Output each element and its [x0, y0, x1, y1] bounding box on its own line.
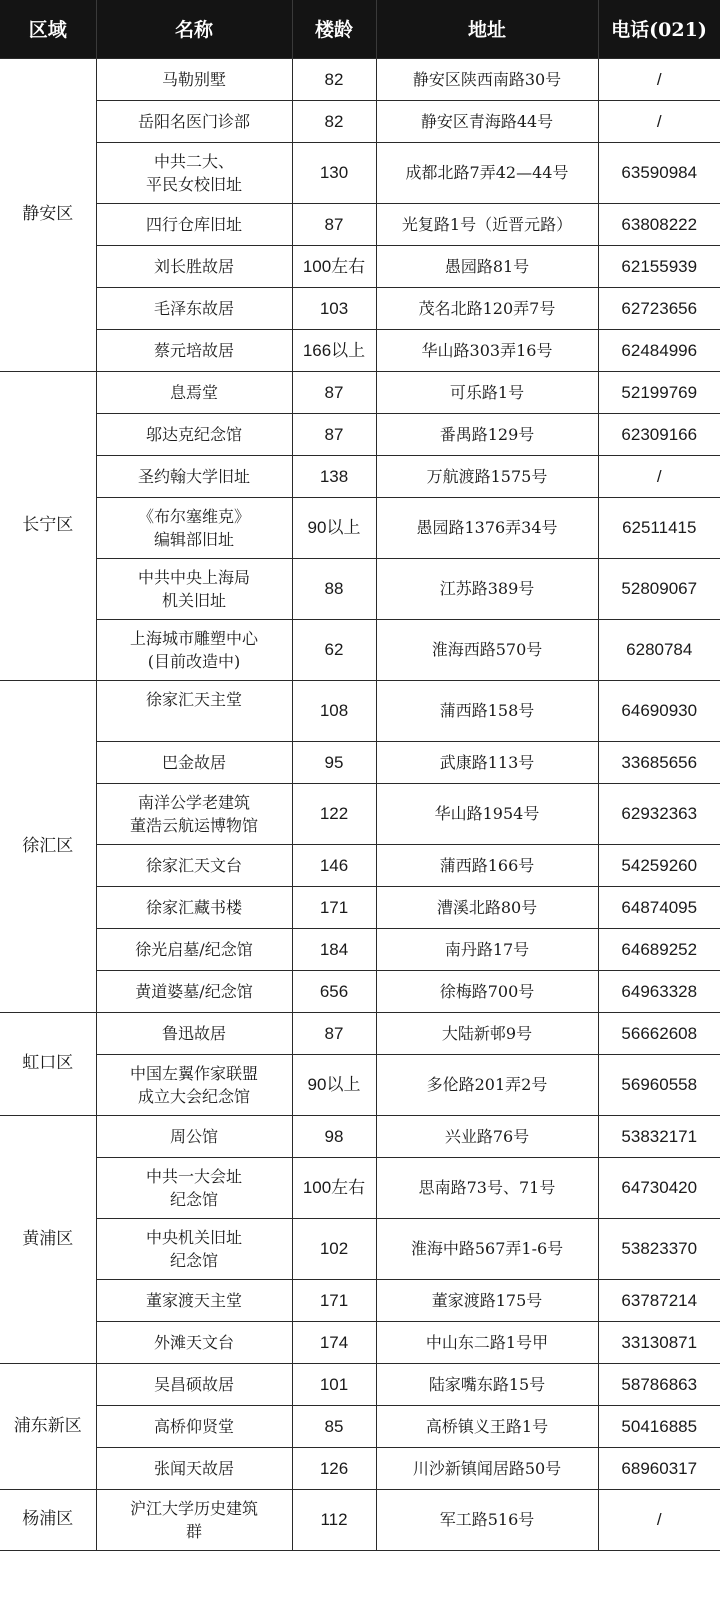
- table-row: [0, 455, 720, 497]
- phone-cell: /: [598, 1489, 720, 1550]
- address-cell: 万航渡路1575号: [376, 455, 598, 497]
- district-cell: 长宁区: [0, 371, 96, 680]
- phone-cell: /: [598, 100, 720, 142]
- building-age-cell: 166以上: [292, 329, 376, 371]
- site-name-cell: [96, 58, 292, 100]
- table-row: [0, 558, 720, 619]
- site-name-line: 邬达克纪念馆: [145, 424, 242, 444]
- building-age-cell: 112: [292, 1489, 376, 1550]
- table-row: [0, 1054, 720, 1115]
- address-cell: 武康路113号: [376, 741, 598, 783]
- phone-cell: 50416885: [598, 1405, 720, 1447]
- header-name: 名称: [96, 0, 292, 58]
- table-row: [0, 1115, 720, 1157]
- phone-cell: 52809067: [598, 558, 720, 619]
- address-cell: 淮海中路567弄1-6号: [376, 1218, 598, 1279]
- building-age-cell: 184: [292, 928, 376, 970]
- building-age-cell: 102: [292, 1218, 376, 1279]
- building-age-cell: 87: [292, 1012, 376, 1054]
- address-cell: 光复路1号（近晋元路）: [376, 203, 598, 245]
- building-age-cell: 656: [292, 970, 376, 1012]
- phone-cell: 58786863: [598, 1363, 720, 1405]
- table-row: [0, 844, 720, 886]
- address-cell: 兴业路76号: [376, 1115, 598, 1157]
- site-name-line: [101, 711, 288, 734]
- site-name-line: 圣约翰大学旧址: [137, 466, 250, 486]
- address-cell: 茂名北路120弄7号: [376, 287, 598, 329]
- building-age-cell: 100左右: [292, 245, 376, 287]
- building-age-cell: 146: [292, 844, 376, 886]
- site-name-line: 四行仓库旧址: [145, 214, 242, 234]
- building-age-cell: 87: [292, 371, 376, 413]
- building-age-cell: 82: [292, 100, 376, 142]
- table-row: [0, 619, 720, 680]
- site-name-cell: [96, 1054, 292, 1115]
- site-name-line: 机关旧址: [161, 590, 226, 610]
- table-row: [0, 680, 720, 741]
- table-row: [0, 1218, 720, 1279]
- site-name-line: 徐家汇藏书楼: [145, 897, 242, 917]
- site-name-line: 沪江大学历史建筑: [129, 1498, 258, 1518]
- site-name-cell: [96, 558, 292, 619]
- site-name-line: 纪念馆: [169, 1250, 218, 1270]
- table-row: [0, 1157, 720, 1218]
- table-row: [0, 1363, 720, 1405]
- site-name-line: 中共一大会址: [145, 1166, 242, 1186]
- site-name-cell: [96, 203, 292, 245]
- site-name-cell: [96, 497, 292, 558]
- phone-cell: 6280784: [598, 619, 720, 680]
- site-name-line: 南洋公学老建筑: [137, 792, 250, 812]
- phone-cell: 64874095: [598, 886, 720, 928]
- site-name-cell: [96, 1279, 292, 1321]
- site-name-cell: [96, 100, 292, 142]
- address-cell: 番禺路129号: [376, 413, 598, 455]
- site-name-line: 息焉堂: [169, 382, 218, 402]
- site-name-line: 徐家汇天主堂: [145, 689, 242, 709]
- phone-cell: 62511415: [598, 497, 720, 558]
- address-cell: 高桥镇义王路1号: [376, 1405, 598, 1447]
- district-cell: 浦东新区: [0, 1363, 96, 1489]
- site-name-line: 岳阳名医门诊部: [137, 111, 250, 131]
- address-cell: 漕溪北路80号: [376, 886, 598, 928]
- building-age-cell: 130: [292, 142, 376, 203]
- phone-cell: 63808222: [598, 203, 720, 245]
- address-cell: 江苏路389号: [376, 558, 598, 619]
- site-name-cell: [96, 371, 292, 413]
- site-name-cell: [96, 619, 292, 680]
- phone-cell: 53832171: [598, 1115, 720, 1157]
- phone-cell: 62155939: [598, 245, 720, 287]
- table-header-row: [0, 0, 720, 58]
- building-age-cell: 90以上: [292, 1054, 376, 1115]
- site-name-cell: [96, 928, 292, 970]
- address-cell: 蒲西路166号: [376, 844, 598, 886]
- building-age-cell: 101: [292, 1363, 376, 1405]
- building-age-cell: 103: [292, 287, 376, 329]
- phone-cell: 54259260: [598, 844, 720, 886]
- address-cell: 多伦路201弄2号: [376, 1054, 598, 1115]
- header-address: 地址: [376, 0, 598, 58]
- site-name-cell: [96, 1363, 292, 1405]
- site-name-line: 中共中央上海局: [137, 567, 250, 587]
- phone-cell: 62723656: [598, 287, 720, 329]
- address-cell: 军工路516号: [376, 1489, 598, 1550]
- address-cell: 静安区陕西南路30号: [376, 58, 598, 100]
- site-name-line: 上海城市雕塑中心: [129, 628, 258, 648]
- table-row: [0, 203, 720, 245]
- table-row: [0, 1321, 720, 1363]
- address-cell: 成都北路7弄42—44号: [376, 142, 598, 203]
- building-age-cell: 62: [292, 619, 376, 680]
- site-name-cell: [96, 1012, 292, 1054]
- district-cell: 黄浦区: [0, 1115, 96, 1363]
- phone-cell: 33685656: [598, 741, 720, 783]
- site-name-line: 编辑部旧址: [153, 529, 234, 549]
- building-age-cell: 138: [292, 455, 376, 497]
- phone-cell: 56960558: [598, 1054, 720, 1115]
- building-age-cell: 122: [292, 783, 376, 844]
- address-cell: 思南路73号、71号: [376, 1157, 598, 1218]
- phone-cell: 62309166: [598, 413, 720, 455]
- address-cell: 可乐路1号: [376, 371, 598, 413]
- site-name-cell: [96, 329, 292, 371]
- header-age: 楼龄: [292, 0, 376, 58]
- building-age-cell: 174: [292, 1321, 376, 1363]
- site-name-cell: [96, 680, 292, 741]
- table-row: [0, 783, 720, 844]
- site-name-line: 中央机关旧址: [145, 1227, 242, 1247]
- site-name-line: 《布尔塞维克》: [137, 506, 250, 526]
- site-name-line: 徐光启墓/纪念馆: [135, 939, 253, 959]
- site-name-line: 张闻天故居: [153, 1458, 234, 1478]
- table-row: [0, 287, 720, 329]
- table-row: [0, 371, 720, 413]
- address-cell: 陆家嘴东路15号: [376, 1363, 598, 1405]
- table-row: [0, 497, 720, 558]
- address-cell: 川沙新镇闻居路50号: [376, 1447, 598, 1489]
- building-age-cell: 88: [292, 558, 376, 619]
- address-cell: 静安区青海路44号: [376, 100, 598, 142]
- table-row: [0, 741, 720, 783]
- table-row: [0, 1279, 720, 1321]
- site-name-line: 刘长胜故居: [153, 256, 234, 276]
- table-row: [0, 1012, 720, 1054]
- address-cell: 华山路1954号: [376, 783, 598, 844]
- table-row: [0, 245, 720, 287]
- site-name-line: 中共二大、: [153, 151, 234, 171]
- site-name-line: 黄道婆墓/纪念馆: [135, 981, 253, 1001]
- site-name-line: 马勒别墅: [161, 69, 226, 89]
- address-cell: 淮海西路570号: [376, 619, 598, 680]
- address-cell: 董家渡路175号: [376, 1279, 598, 1321]
- phone-cell: 64690930: [598, 680, 720, 741]
- table-row: [0, 58, 720, 100]
- phone-cell: 53823370: [598, 1218, 720, 1279]
- table-row: [0, 329, 720, 371]
- site-name-cell: [96, 1447, 292, 1489]
- site-name-line: 纪念馆: [169, 1189, 218, 1209]
- table-row: [0, 1447, 720, 1489]
- site-name-cell: [96, 1405, 292, 1447]
- site-name-cell: [96, 1115, 292, 1157]
- building-age-cell: 126: [292, 1447, 376, 1489]
- building-age-cell: 90以上: [292, 497, 376, 558]
- site-name-cell: [96, 287, 292, 329]
- building-age-cell: 171: [292, 1279, 376, 1321]
- building-age-cell: 100左右: [292, 1157, 376, 1218]
- site-name-line: 成立大会纪念馆: [137, 1086, 250, 1106]
- district-cell: 杨浦区: [0, 1489, 96, 1550]
- site-name-line: 巴金故居: [161, 752, 226, 772]
- building-age-cell: 171: [292, 886, 376, 928]
- district-cell: 徐汇区: [0, 680, 96, 1012]
- phone-cell: 33130871: [598, 1321, 720, 1363]
- table-row: [0, 928, 720, 970]
- phone-cell: 63787214: [598, 1279, 720, 1321]
- district-cell: 静安区: [0, 58, 96, 371]
- site-name-line: 毛泽东故居: [153, 298, 234, 318]
- site-name-line: 外滩天文台: [153, 1332, 234, 1352]
- phone-cell: 62932363: [598, 783, 720, 844]
- site-name-line: 周公馆: [169, 1126, 218, 1146]
- site-name-line: 蔡元培故居: [153, 340, 234, 360]
- phone-cell: /: [598, 58, 720, 100]
- header-district: 区域: [0, 0, 96, 58]
- site-name-line: (目前改造中): [147, 651, 241, 671]
- phone-cell: 52199769: [598, 371, 720, 413]
- address-cell: 愚园路81号: [376, 245, 598, 287]
- site-name-line: 鲁迅故居: [161, 1023, 226, 1043]
- building-age-cell: 98: [292, 1115, 376, 1157]
- table-row: [0, 142, 720, 203]
- address-cell: 徐梅路700号: [376, 970, 598, 1012]
- address-cell: 大陆新邨9号: [376, 1012, 598, 1054]
- site-name-line: 中国左翼作家联盟: [129, 1063, 258, 1083]
- phone-cell: 64730420: [598, 1157, 720, 1218]
- site-name-cell: [96, 245, 292, 287]
- table-body: [0, 58, 720, 1550]
- site-name-cell: [96, 1321, 292, 1363]
- site-name-cell: [96, 783, 292, 844]
- site-name-line: 平民女校旧址: [145, 174, 242, 194]
- phone-cell: 62484996: [598, 329, 720, 371]
- phone-cell: 63590984: [598, 142, 720, 203]
- site-name-line: 吴昌硕故居: [153, 1374, 234, 1394]
- site-name-line: 高桥仰贤堂: [153, 1416, 234, 1436]
- address-cell: 南丹路17号: [376, 928, 598, 970]
- phone-cell: 68960317: [598, 1447, 720, 1489]
- phone-cell: 56662608: [598, 1012, 720, 1054]
- site-name-cell: [96, 142, 292, 203]
- address-cell: 蒲西路158号: [376, 680, 598, 741]
- site-name-line: 徐家汇天文台: [145, 855, 242, 875]
- building-age-cell: 95: [292, 741, 376, 783]
- site-name-cell: [96, 455, 292, 497]
- building-age-cell: 108: [292, 680, 376, 741]
- site-name-cell: [96, 1157, 292, 1218]
- site-name-line: 董家渡天主堂: [145, 1290, 242, 1310]
- table-row: [0, 1405, 720, 1447]
- building-age-cell: 82: [292, 58, 376, 100]
- phone-cell: /: [598, 455, 720, 497]
- table-row: [0, 970, 720, 1012]
- site-name-line: 董浩云航运博物馆: [129, 815, 258, 835]
- address-cell: 中山东二路1号甲: [376, 1321, 598, 1363]
- site-name-cell: [96, 741, 292, 783]
- building-age-cell: 87: [292, 203, 376, 245]
- phone-cell: 64689252: [598, 928, 720, 970]
- site-name-cell: [96, 844, 292, 886]
- table-row: [0, 100, 720, 142]
- building-age-cell: 85: [292, 1405, 376, 1447]
- building-age-cell: 87: [292, 413, 376, 455]
- address-cell: 华山路303弄16号: [376, 329, 598, 371]
- site-name-cell: [96, 413, 292, 455]
- site-name-line: 群: [185, 1521, 202, 1541]
- table-row: [0, 413, 720, 455]
- table-row: [0, 1489, 720, 1550]
- header-phone: 电话(021): [598, 0, 720, 58]
- site-name-cell: [96, 970, 292, 1012]
- site-name-cell: [96, 886, 292, 928]
- district-cell: 虹口区: [0, 1012, 96, 1115]
- address-cell: 愚园路1376弄34号: [376, 497, 598, 558]
- table-row: [0, 886, 720, 928]
- site-name-cell: [96, 1489, 292, 1550]
- site-name-cell: [96, 1218, 292, 1279]
- phone-cell: 64963328: [598, 970, 720, 1012]
